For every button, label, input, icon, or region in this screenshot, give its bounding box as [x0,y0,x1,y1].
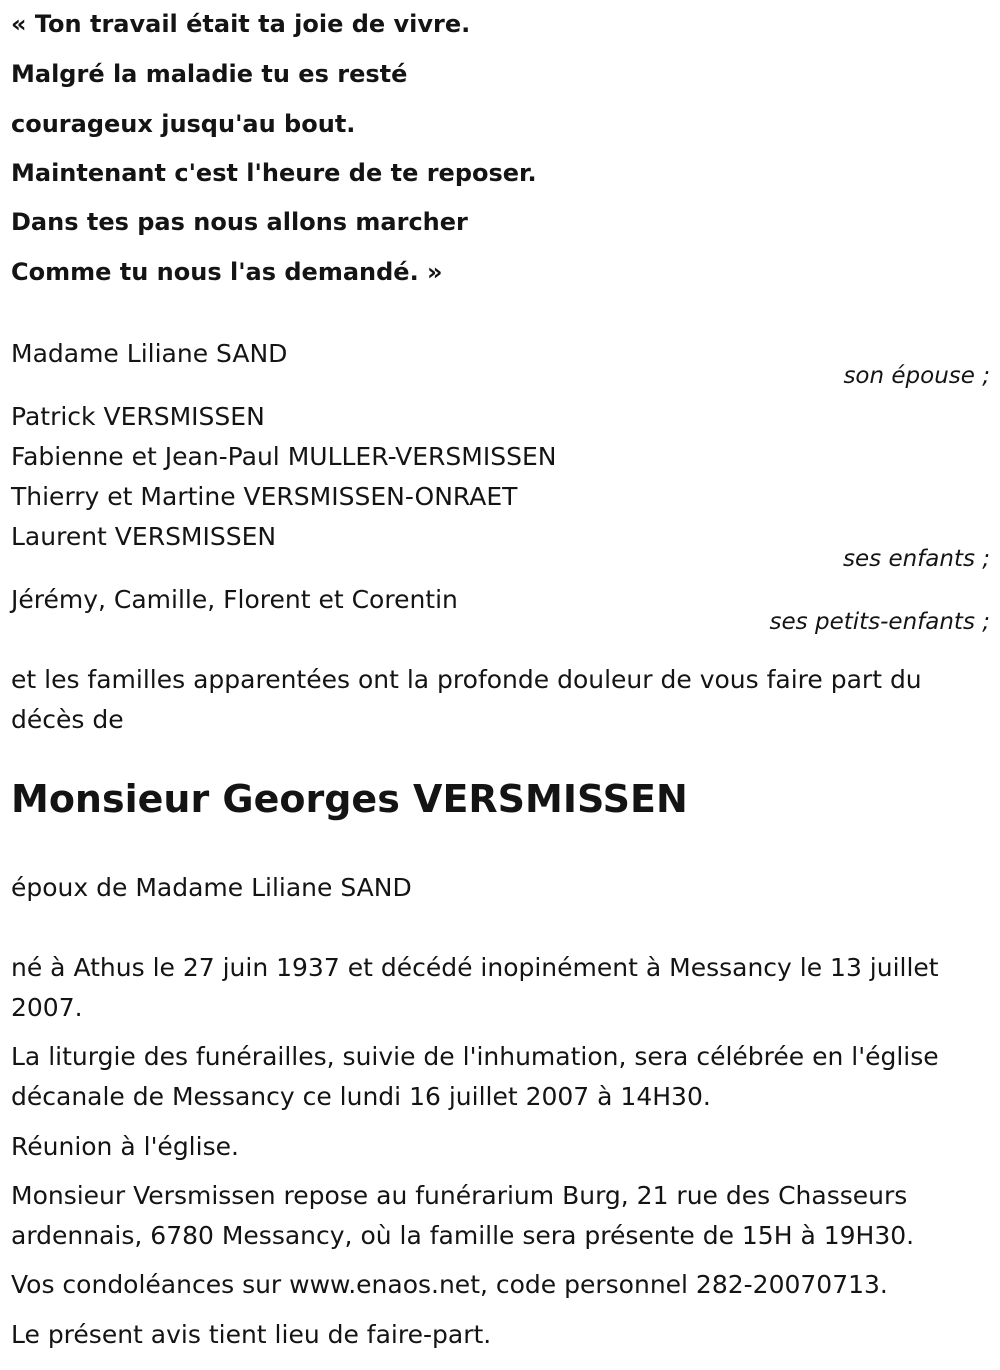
poem-line-1: « Ton travail était ta joie de vivre. [11,10,471,38]
funeral-line-1: La liturgie des funérailles, suivie de l'inhumation, sera célébrée en l'église [11,1042,939,1071]
funerarium-line-1: Monsieur Versmissen repose au funérarium Burg, 21 rue des Chasseurs [11,1181,908,1210]
child-name: Laurent VERSMISSEN [11,522,277,551]
poem-line-2: Malgré la maladie tu es resté [11,60,408,88]
poem-line-3: courageux jusqu'au bout. [11,110,356,138]
funeral-line-2: décanale de Messancy ce lundi 16 juillet 2007 à 14H30. [11,1082,711,1111]
meeting-line: Réunion à l'église. [11,1132,239,1161]
children-role: ses enfants ; [843,546,990,572]
child-name: Thierry et Martine VERSMISSEN-ONRAET [11,482,518,511]
grandchildren-role: ses petits-enfants ; [769,609,990,635]
grandchildren-names: Jérémy, Camille, Florent et Corentin [11,585,458,614]
announcement-line-1: et les familles apparentées ont la profonde douleur de vous faire part du [11,665,922,694]
spouse-name: Madame Liliane SAND [11,339,288,368]
spouse-of: époux de Madame Liliane SAND [11,873,412,902]
poem-line-6: Comme tu nous l'as demandé. » [11,258,443,286]
birth-death-line-2: 2007. [11,993,83,1022]
spouse-role: son épouse ; [843,363,990,389]
poem-line-4: Maintenant c'est l'heure de te reposer. [11,159,537,187]
poem-line-5: Dans tes pas nous allons marcher [11,208,468,236]
child-name: Patrick VERSMISSEN [11,402,265,431]
birth-death-line-1: né à Athus le 27 juin 1937 et décédé inopinément à Messancy le 13 juillet [11,953,939,982]
child-name: Fabienne et Jean-Paul MULLER-VERSMISSEN [11,442,557,471]
deceased-name: Monsieur Georges VERSMISSEN [11,777,688,821]
condolences-line: Vos condoléances sur www.enaos.net, code personnel 282-20070713. [11,1270,888,1299]
announcement-line-2: décès de [11,705,124,734]
notice-line: Le présent avis tient lieu de faire-part. [11,1320,492,1349]
funerarium-line-2: ardennais, 6780 Messancy, où la famille sera présente de 15H à 19H30. [11,1221,915,1250]
